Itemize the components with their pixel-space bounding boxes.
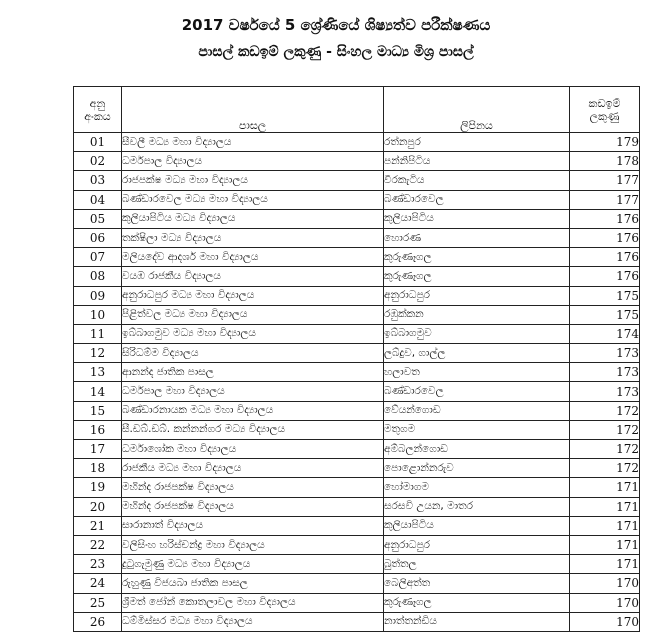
- row-number: 15: [74, 401, 122, 420]
- row-cutoff-mark: 172: [570, 420, 640, 439]
- row-number: 06: [74, 228, 122, 247]
- row-address: බණ්ඩාරවෙල: [384, 190, 570, 209]
- table-row: [74, 516, 640, 535]
- row-cutoff-mark: 173: [570, 344, 640, 363]
- header-no: [74, 87, 122, 133]
- table-row: [74, 382, 640, 401]
- row-school: ඉබ්බාගමුව මධ්‍ය මහා විද්‍යාලය: [122, 324, 384, 343]
- row-cutoff-mark: 171: [570, 535, 640, 554]
- row-school: ධර්මපාල විද්‍යාලය: [122, 152, 384, 171]
- row-number: 26: [74, 612, 122, 631]
- row-address: අම්බලන්ගොඩ: [384, 440, 570, 459]
- row-address: කුරුණෑගල: [384, 267, 570, 286]
- row-number: 08: [74, 267, 122, 286]
- row-number: 24: [74, 574, 122, 593]
- row-cutoff-mark: 171: [570, 516, 640, 535]
- table-row: [74, 574, 640, 593]
- row-number: 05: [74, 209, 122, 228]
- row-number: 22: [74, 535, 122, 554]
- row-number: 16: [74, 420, 122, 439]
- row-number: 25: [74, 593, 122, 612]
- table-row: [74, 286, 640, 305]
- row-school: ශ්‍රීමත් ජෝන් කොතලාවල මහා විද්‍යාලය: [122, 593, 384, 612]
- row-school: අනුරාධපුර මධ්‍ය මහා විද්‍යාලය: [122, 286, 384, 305]
- row-school: මහින්ද රාජපක්ෂ විද්‍යාලය: [122, 478, 384, 497]
- row-address: රත්නපුර: [384, 133, 570, 152]
- row-address: කුලියාපිටිය: [384, 209, 570, 228]
- row-school: ධර්මපාල මහා විද්‍යාලය: [122, 382, 384, 401]
- row-school: වලිසිංහ හරිස්චන්ද්‍ර මහා විද්‍යාලය: [122, 535, 384, 554]
- header-mark: [570, 87, 640, 133]
- row-number: 18: [74, 459, 122, 478]
- row-number: 13: [74, 363, 122, 382]
- table-row: [74, 401, 640, 420]
- row-number: 02: [74, 152, 122, 171]
- document-title: 2017 වර්ෂයේ 5 ශ්‍රේණියේ ශිෂ්‍යත්ව පරීක්ෂණය: [181, 16, 491, 34]
- header-mark-line2: ලකුණු: [589, 109, 620, 123]
- table-row: [74, 209, 640, 228]
- row-school: මලියදේව ආදර්ශ මහා විද්‍යාලය: [122, 248, 384, 267]
- row-school: වයඹ රාජකීය විද්‍යාලය: [122, 267, 384, 286]
- row-address: කුලියාපිටිය: [384, 516, 570, 535]
- row-number: 10: [74, 305, 122, 324]
- row-address: කුරුණෑගල: [384, 248, 570, 267]
- table-row: [74, 363, 640, 382]
- row-cutoff-mark: 177: [570, 171, 640, 190]
- header-no-line2: අංකය: [84, 109, 111, 123]
- row-cutoff-mark: 178: [570, 152, 640, 171]
- row-cutoff-mark: 174: [570, 324, 640, 343]
- row-address: බුත්තල: [384, 555, 570, 574]
- row-number: 20: [74, 497, 122, 516]
- row-cutoff-mark: 176: [570, 209, 640, 228]
- row-number: 09: [74, 286, 122, 305]
- row-number: 17: [74, 440, 122, 459]
- table-row: [74, 228, 640, 247]
- row-address: රඹුක්කන: [384, 305, 570, 324]
- row-school: රාජපක්ෂ මධ්‍ය මහා විද්‍යාලය: [122, 171, 384, 190]
- row-cutoff-mark: 176: [570, 248, 640, 267]
- row-number: 01: [74, 133, 122, 152]
- row-cutoff-mark: 170: [570, 593, 640, 612]
- row-number: 03: [74, 171, 122, 190]
- row-cutoff-mark: 170: [570, 612, 640, 631]
- row-cutoff-mark: 170: [570, 574, 640, 593]
- row-number: 23: [74, 555, 122, 574]
- row-school: ධර්මාශෝක මහා විද්‍යාලය: [122, 440, 384, 459]
- row-address: මතුගම: [384, 420, 570, 439]
- table-row: [74, 324, 640, 343]
- row-cutoff-mark: 171: [570, 497, 640, 516]
- row-cutoff-mark: 172: [570, 459, 640, 478]
- row-cutoff-mark: 177: [570, 190, 640, 209]
- row-school: තක්ෂිලා මධ්‍ය විද්‍යාලය: [122, 228, 384, 247]
- row-school: පිළිත්වල මධ්‍ය මහා විද්‍යාලය: [122, 305, 384, 324]
- row-number: 12: [74, 344, 122, 363]
- table-row: [74, 593, 640, 612]
- row-address: ඉබ්බාගමුව: [384, 324, 570, 343]
- row-number: 11: [74, 324, 122, 343]
- table-row: [74, 152, 640, 171]
- header-address: ලිපිනය: [384, 87, 570, 133]
- row-cutoff-mark: 172: [570, 440, 640, 459]
- row-cutoff-mark: 171: [570, 478, 640, 497]
- row-school: සිරිධම්ම විද්‍යාලය: [122, 344, 384, 363]
- table-row: [74, 133, 640, 152]
- table-row: [74, 459, 640, 478]
- table-row: [74, 497, 640, 516]
- row-cutoff-mark: 172: [570, 401, 640, 420]
- row-number: 04: [74, 190, 122, 209]
- row-address: බණ්ඩාරවෙල: [384, 382, 570, 401]
- table-body: [74, 133, 640, 632]
- row-school: රාජකීය මධ්‍ය මහා විද්‍යාලය: [122, 459, 384, 478]
- row-school: දුටුගැමුණු මධ්‍ය මහා විද්‍යාලය: [122, 555, 384, 574]
- table-row: [74, 612, 640, 631]
- header-school: පාසල: [122, 87, 384, 133]
- document-subtitle: පාසල් කඩඉම් ලකුණු - සිංහල මාධ්‍ය මිශ්‍ර පාසල්: [198, 44, 474, 60]
- row-school: මහින්ද රාජපක්ෂ විද්‍යාලය: [122, 497, 384, 516]
- row-school: කුලියාපිටිය මධ්‍ය විද්‍යාලය: [122, 209, 384, 228]
- table-row: [74, 478, 640, 497]
- row-number: 14: [74, 382, 122, 401]
- row-address: වීරකැටිය: [384, 171, 570, 190]
- row-address: නාත්තන්ඩිය: [384, 612, 570, 631]
- row-cutoff-mark: 176: [570, 228, 640, 247]
- header-mark-line1: කඩඉම්: [588, 96, 621, 110]
- table-row: [74, 190, 640, 209]
- row-address: හලාවත: [384, 363, 570, 382]
- row-school: ආනන්ද ජාතික පාසල: [122, 363, 384, 382]
- table-row: [74, 267, 640, 286]
- table-header-row: [74, 87, 640, 133]
- row-address: බෙලිඅත්ත: [384, 574, 570, 593]
- row-address: ලබ්දුව, ගාල්ල: [384, 344, 570, 363]
- row-cutoff-mark: 173: [570, 363, 640, 382]
- row-school: බණ්ඩාරනායක මධ්‍ය මහා විද්‍යාලය: [122, 401, 384, 420]
- row-number: 21: [74, 516, 122, 535]
- row-school: රුහුණු විජයබා ජාතික පාසල: [122, 574, 384, 593]
- row-cutoff-mark: 171: [570, 555, 640, 574]
- table-row: [74, 248, 640, 267]
- row-number: 19: [74, 478, 122, 497]
- table-row: [74, 305, 640, 324]
- row-address: හොරණ: [384, 228, 570, 247]
- cutoff-marks-table: [73, 86, 640, 632]
- row-school: බණ්ඩාරවෙල මධ්‍ය මහා විද්‍යාලය: [122, 190, 384, 209]
- table-row: [74, 535, 640, 554]
- row-school: සාරානාත් විද්‍යාලය: [122, 516, 384, 535]
- header-no-line1: අනු: [89, 96, 106, 110]
- table-row: [74, 171, 640, 190]
- row-address: අනුරාධපුර: [384, 286, 570, 305]
- row-address: පොළොන්නරුව: [384, 459, 570, 478]
- row-address: අනුරාධපුර: [384, 535, 570, 554]
- row-cutoff-mark: 173: [570, 382, 640, 401]
- row-address: කුරුණෑගල: [384, 593, 570, 612]
- row-cutoff-mark: 175: [570, 286, 640, 305]
- row-school: සී.ඩබ්.ඩබ්. කන්නන්ගර මධ්‍ය විද්‍යාලය: [122, 420, 384, 439]
- row-cutoff-mark: 179: [570, 133, 640, 152]
- row-address: සරසවි උයන, මාතර: [384, 497, 570, 516]
- row-number: 07: [74, 248, 122, 267]
- row-cutoff-mark: 175: [570, 305, 640, 324]
- row-school: ධම්මිස්සර මධ්‍ය මහා විද්‍යාලය: [122, 612, 384, 631]
- row-cutoff-mark: 176: [570, 267, 640, 286]
- row-address: වේයන්ගොඩ: [384, 401, 570, 420]
- table-row: [74, 440, 640, 459]
- table-row: [74, 555, 640, 574]
- table-row: [74, 344, 640, 363]
- table-row: [74, 420, 640, 439]
- row-address: හෝමාගම: [384, 478, 570, 497]
- row-school: සීවලී මධ්‍ය මහා විද්‍යාලය: [122, 133, 384, 152]
- row-address: පන්නිපිටිය: [384, 152, 570, 171]
